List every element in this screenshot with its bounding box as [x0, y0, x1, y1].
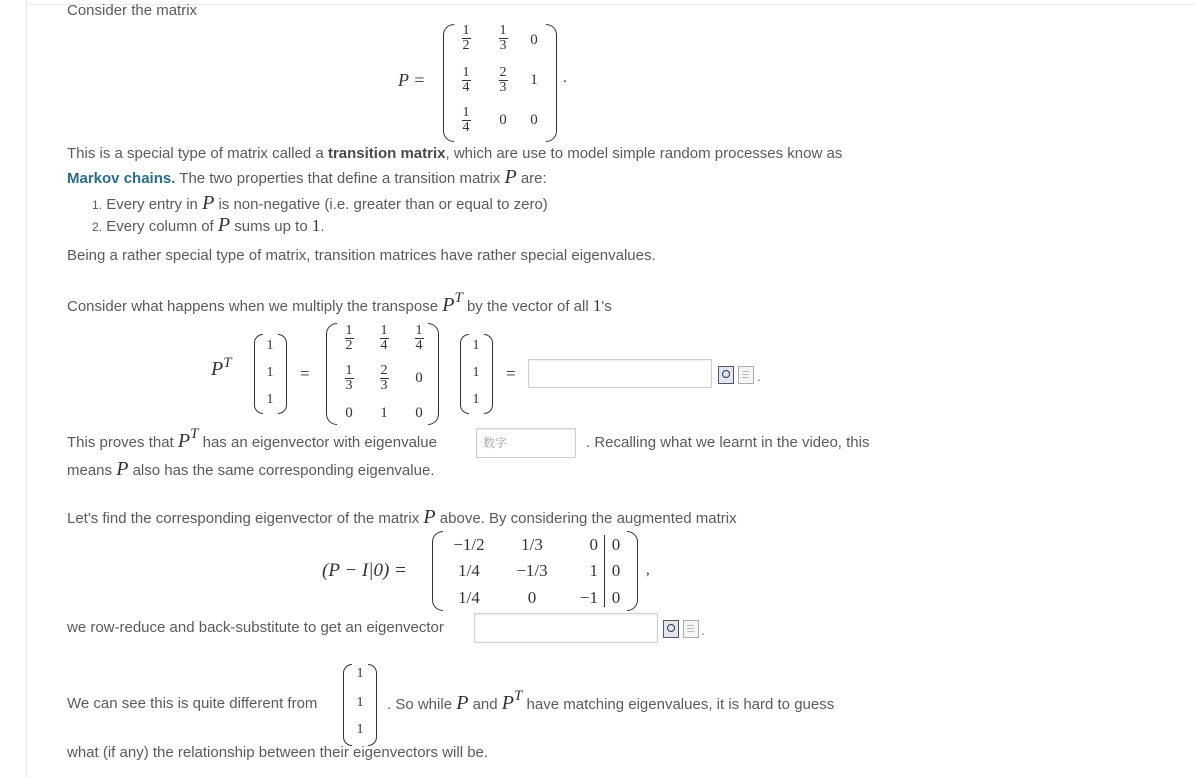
- p-cell: $\frac{1}{2}$: [462, 23, 470, 53]
- para-transpose: Consider what happens when we multiply the transpose PT by the vector of all 1's: [67, 290, 612, 316]
- para-means: means P also has the same corresponding eigenvalue.: [67, 458, 435, 480]
- para-eigenvalue: This proves that PT has an eigenvector with eigenvalue: [67, 426, 437, 452]
- top-border: [26, 4, 1195, 5]
- para-rowreduce: we row-reduce and back-substitute to get an eigenvector: [67, 619, 444, 636]
- result-vector-input[interactable]: [528, 359, 712, 388]
- left-border: [26, 0, 27, 778]
- p-cell: $\frac{2}{3}$: [499, 65, 507, 95]
- equals-sign: =: [300, 364, 310, 383]
- preview-icon[interactable]: [663, 620, 679, 638]
- matrix-p-end: .: [563, 70, 567, 86]
- p-cell: $\frac{1}{3}$: [499, 23, 507, 53]
- preview-icon[interactable]: [718, 366, 734, 384]
- para-transition: This is a special type of matrix called a transition matrix, which are use to model simple random processes know as: [67, 145, 843, 162]
- augmented-lhs: (P − I|0) =: [322, 560, 407, 581]
- eq1-lhs: PT: [211, 355, 232, 380]
- para-recall: . Recalling what we learnt in the video, this: [586, 434, 870, 451]
- eq1-end: .: [757, 368, 761, 384]
- equals-sign-2: =: [506, 364, 516, 383]
- para-special: Being a rather special type of matrix, transition matrices have rather special eigenvalues.: [67, 247, 656, 264]
- para-markov: Markov chains. The two properties that define a transition matrix P are:: [67, 166, 547, 188]
- eigenvalue-input[interactable]: [476, 428, 576, 458]
- para6-end: .: [701, 622, 705, 638]
- para-augmented: Let's find the corresponding eigenvector of the matrix P above. By considering the augmented matrix: [67, 506, 737, 528]
- intro-text: Consider the matrix: [67, 2, 198, 19]
- para-relationship: what (if any) the relationship between their eigenvectors will be.: [67, 744, 489, 761]
- para-matching: . So while P and PT have matching eigenvalues, it is hard to guess: [387, 688, 835, 714]
- p-cell: 0: [530, 112, 538, 128]
- p-cell: 1: [530, 72, 538, 88]
- eigenvalue-placeholder: 数字: [483, 436, 508, 450]
- p-cell: 0: [530, 32, 538, 48]
- help-doc-icon[interactable]: [683, 620, 699, 638]
- list-item: 2. Every column of P sums up to 1.: [92, 214, 325, 236]
- eigenvector-input[interactable]: [474, 613, 658, 643]
- term-markov-chains[interactable]: Markov chains.: [67, 170, 176, 187]
- para-different: We can see this is quite different from: [67, 695, 318, 712]
- list-item: 1. Every entry in P is non-negative (i.e. greater than or equal to zero): [92, 192, 548, 214]
- help-doc-icon[interactable]: [738, 366, 754, 384]
- p-cell: $\frac{1}{4}$: [462, 65, 470, 95]
- matrix-p-label: P =: [398, 70, 426, 90]
- p-cell: 0: [499, 112, 507, 128]
- p-cell: $\frac{1}{4}$: [462, 105, 470, 135]
- augmented-end: ,: [646, 562, 650, 578]
- term-transition-matrix: transition matrix: [327, 145, 446, 162]
